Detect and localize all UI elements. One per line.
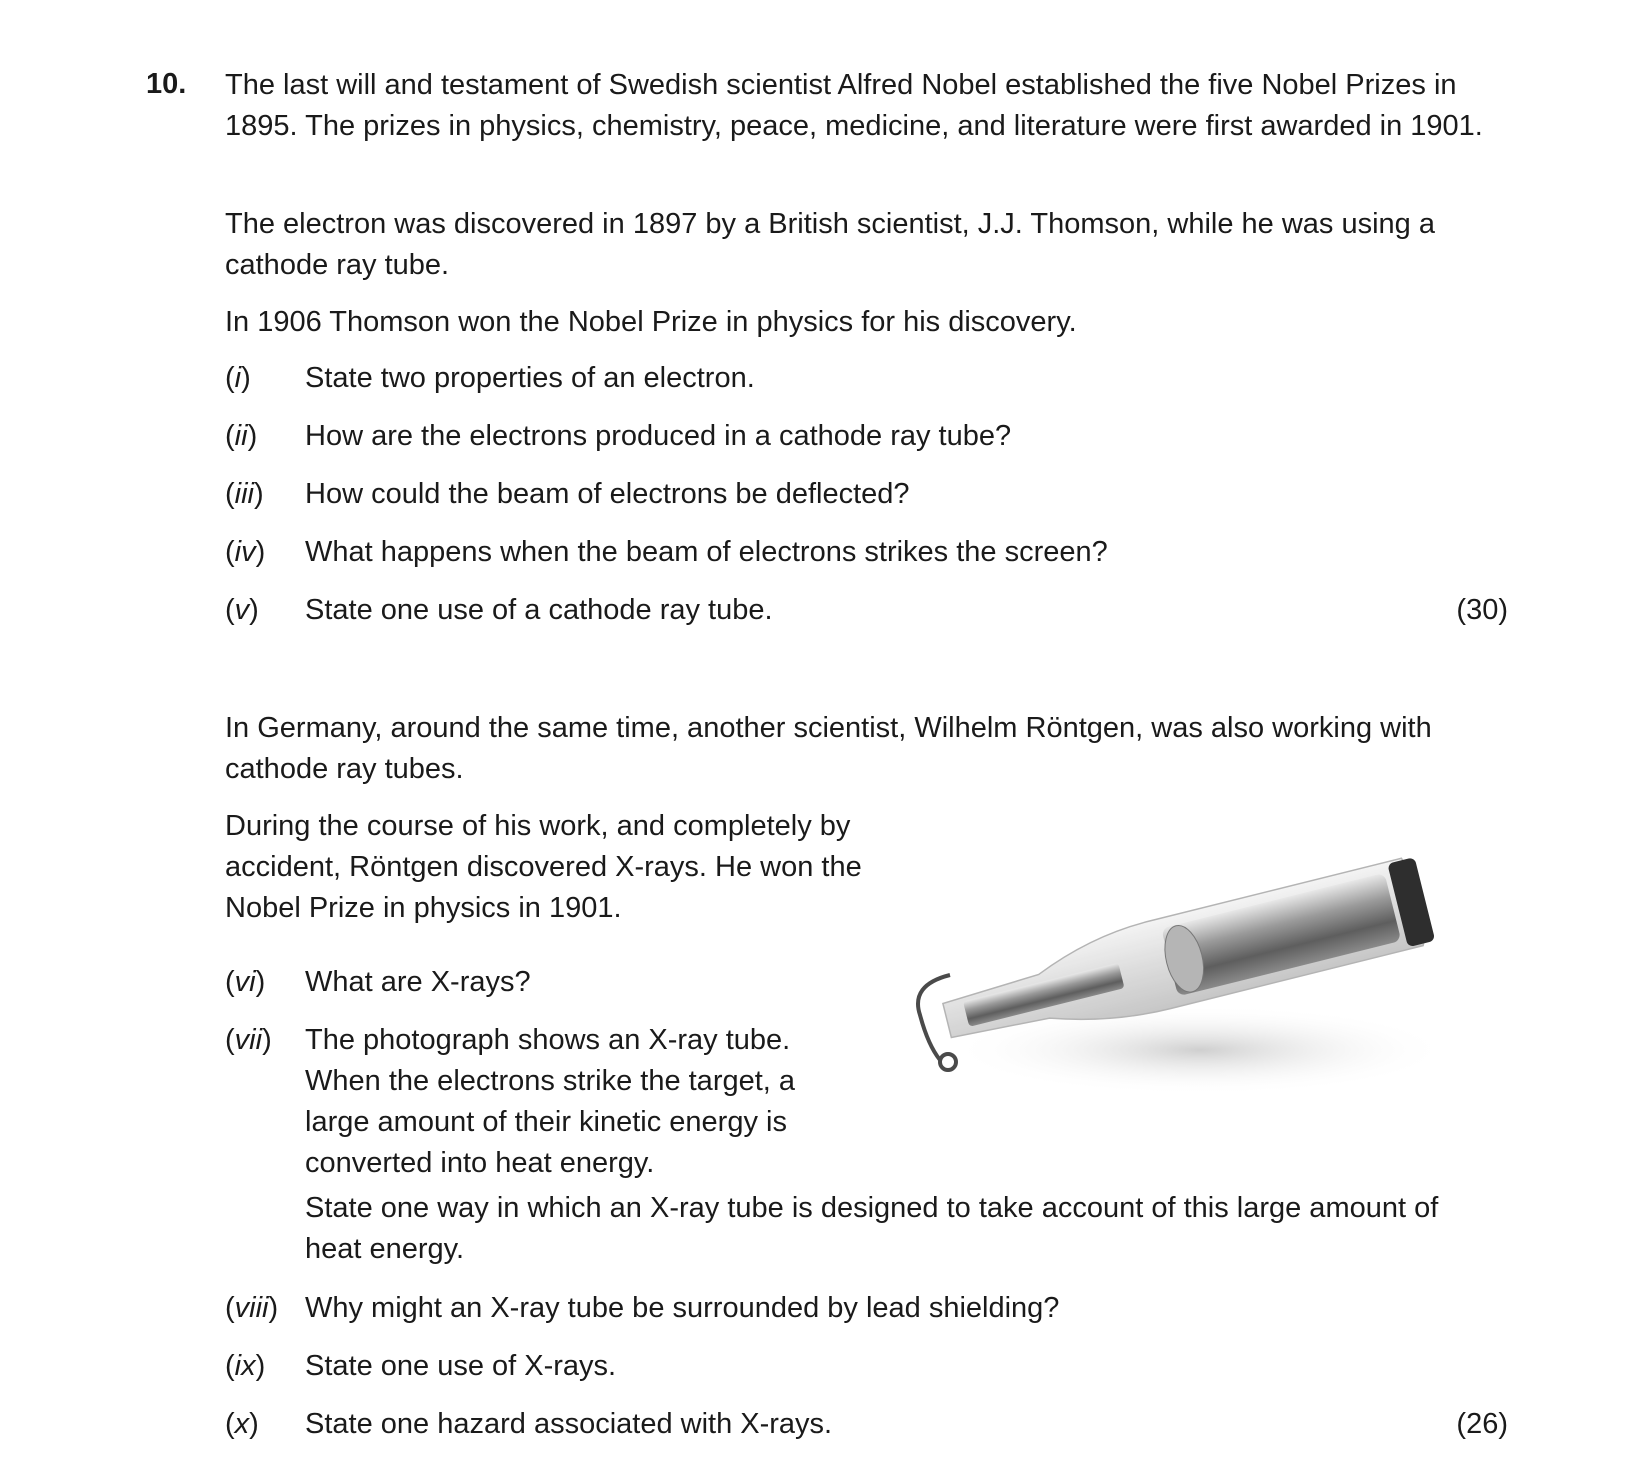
xray-tube-photo [900,800,1490,1130]
item-text: State two properties of an electron. [305,362,755,394]
item-label: (ix) [225,1350,266,1382]
item-text: How are the electrons produced in a cathode ray tube? [305,420,1012,452]
item-label: (x) [225,1408,259,1440]
intro-paragraph-3: In 1906 Thomson won the Nobel Prize in physics for his discovery. [225,306,1077,338]
intro-paragraph-1: The last will and testament of Swedish scientist Alfred Nobel established the five Nobel Prizes in 1895. The prizes in physics, chemistry, peace, medicine, and literature were first awarded in 1901. [225,69,1483,142]
item-text-2: State one way in which an X-ray tube is designed to take account of this large amount of heat energy. [305,1192,1439,1265]
item-text: State one use of a cathode ray tube. [305,594,773,626]
part-b-intro-2: During the course of his work, and completely by accident, Röntgen discovered X-rays. He won the Nobel Prize in physics in 1901. [225,810,862,924]
question-number: 10. [146,68,187,100]
item-text: Why might an X-ray tube be surrounded by lead shielding? [305,1292,1060,1324]
item-label: (iii) [225,478,264,510]
item-label: (ii) [225,420,258,452]
item-label: (iv) [225,536,266,568]
item-label: (i) [225,362,251,394]
item-label: (v) [225,594,259,626]
part-b-intro-1: In Germany, around the same time, another scientist, Wilhelm Röntgen, was also working with cathode ray tubes. [225,712,1432,785]
marks-part-b: (26) [1456,1408,1508,1440]
intro-paragraph-2: The electron was discovered in 1897 by a British scientist, J.J. Thomson, while he was using a cathode ray tube. [225,208,1435,281]
item-text: State one use of X-rays. [305,1350,617,1382]
item-label: (vii) [225,1024,272,1056]
marks-part-a: (30) [1456,594,1508,626]
item-text: How could the beam of electrons be deflected? [305,478,910,510]
item-text: State one hazard associated with X-rays. [305,1408,833,1440]
item-text: The photograph shows an X-ray tube. When the electrons strike the target, a large amount of their kinetic energy is converted into heat energy. [305,1024,796,1179]
item-text: What are X-rays? [305,966,531,998]
item-label: (viii) [225,1292,279,1324]
item-label: (vi) [225,966,266,998]
item-text: What happens when the beam of electrons strikes the screen? [305,536,1108,568]
